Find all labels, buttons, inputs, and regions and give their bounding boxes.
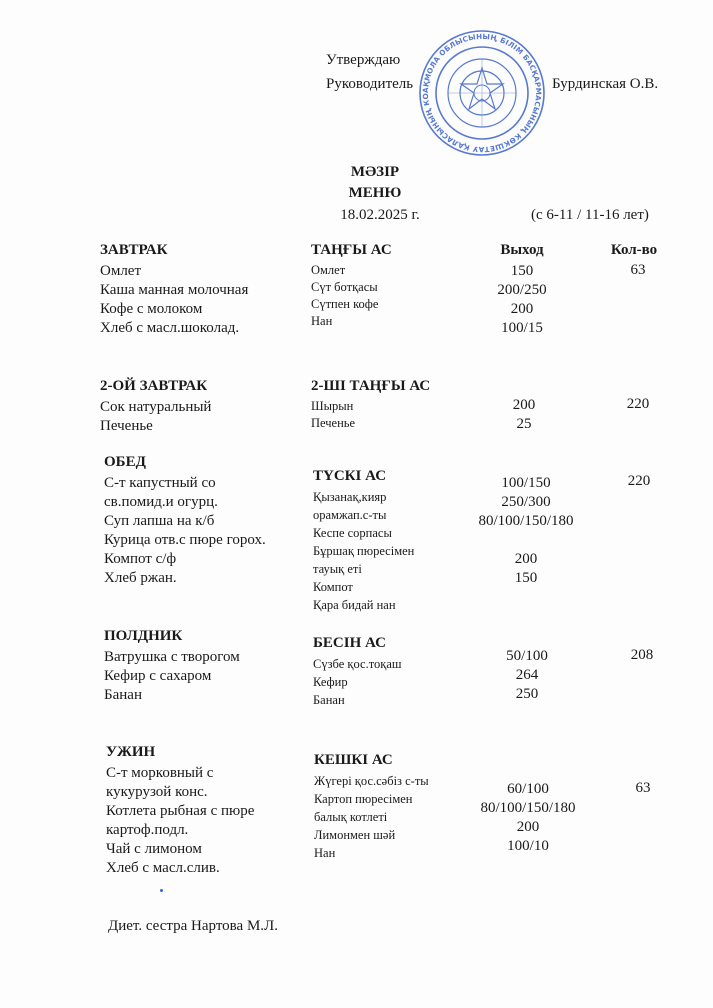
list-item: Компот (313, 580, 353, 594)
dinner-qty: 63 (635, 780, 651, 796)
list-item: Омлет (100, 263, 142, 279)
dinner-ru-title: УЖИН (106, 744, 156, 760)
output-value: 200/250 (497, 282, 547, 298)
list-item: Қызанақ,кияр (313, 490, 387, 504)
output-value: 50/100 (506, 648, 548, 664)
breakfast-outputs (497, 262, 546, 338)
list-item: орамжап.с-ты (313, 508, 387, 522)
role-label: Руководитель (326, 76, 414, 92)
list-item: Печенье (100, 418, 153, 434)
list-item: Сүтпен кофе (311, 297, 379, 311)
lunch-ru-items (104, 474, 266, 588)
snack-ru-title: ПОЛДНИК (104, 628, 183, 644)
menu-date: 18.02.2025 г. (340, 207, 420, 223)
dinner-kz-items (314, 772, 429, 862)
list-item: Кефир (313, 675, 348, 689)
list-item: картоф.подл. (106, 822, 189, 838)
list-item: тауық еті (313, 562, 362, 576)
official-seal (417, 28, 547, 158)
list-item: Каша манная молочная (100, 282, 249, 298)
lunch-qty: 220 (627, 473, 651, 489)
list-item: Сок натуральный (100, 399, 212, 415)
list-item: Хлеб ржан. (104, 570, 177, 586)
list-item: Курица отв.с пюре горох. (104, 532, 266, 548)
list-item: Қара бидай нан (313, 598, 396, 612)
dinner-kz-title: КЕШКІ АС (314, 752, 393, 768)
list-item: Лимонмен шәй (314, 828, 396, 842)
breakfast-qty: 63 (630, 262, 646, 278)
title-ru: МЕНЮ (348, 185, 402, 201)
list-item: Котлета рыбная с пюре (106, 803, 255, 819)
snack-kz-title: БЕСІН АС (313, 635, 386, 651)
list-item: Кофе с молоком (100, 301, 203, 317)
ink-dot (160, 889, 163, 892)
list-item: Кефир с сахаром (104, 668, 212, 684)
list-item: Омлет (311, 263, 346, 277)
lunch-outputs (478, 474, 573, 588)
list-item: Нан (314, 846, 336, 860)
list-item: Картоп пюресімен (314, 792, 413, 806)
title-kz: МӘЗІР (350, 164, 400, 180)
dinner-ru-items (106, 764, 254, 878)
list-item: Банан (313, 693, 345, 707)
breakfast-ru-items (100, 262, 248, 338)
col-output-header: Выход (500, 242, 544, 258)
col-qty-header: Кол-во (610, 242, 658, 258)
output-value (478, 531, 573, 550)
second-breakfast-outputs (513, 396, 536, 434)
output-value: 80/100/150/180 (478, 513, 574, 529)
second-breakfast-qty: 220 (626, 396, 650, 412)
second-breakfast-kz-title: 2-ШІ ТАҢҒЫ АС (311, 378, 431, 394)
output-value: 200 (514, 551, 538, 567)
output-value: 150 (510, 263, 534, 279)
output-value: 200 (512, 397, 536, 413)
list-item: Нан (311, 314, 333, 328)
output-value: 250/300 (501, 494, 551, 510)
list-item: Сүт ботқасы (311, 280, 378, 294)
breakfast-kz-items (311, 262, 378, 330)
breakfast-ru-title: ЗАВТРАК (100, 242, 168, 258)
breakfast-kz-title: ТАҢҒЫ АС (311, 242, 392, 258)
output-value: 250 (515, 686, 539, 702)
output-value: 200 (516, 819, 540, 835)
snack-qty: 208 (630, 647, 654, 663)
snack-ru-items (104, 648, 240, 705)
output-value: 25 (516, 416, 532, 432)
list-item: Печенье (311, 416, 356, 430)
list-item: Хлеб с масл.шоколад. (100, 320, 240, 336)
list-item: Чай с лимоном (106, 841, 202, 857)
lunch-kz-title: ТҮСКІ АС (313, 468, 387, 484)
snack-kz-items (313, 655, 402, 709)
dietitian-signature-line: Диет. сестра Нартова М.Л. (108, 918, 278, 934)
age-group: (с 6-11 / 11-16 лет) (531, 207, 649, 223)
approve-label: Утверждаю (326, 52, 401, 68)
snack-outputs (506, 647, 548, 704)
output-value: 80/100/150/180 (480, 800, 576, 816)
list-item: Ватрушка с творогом (104, 649, 240, 665)
output-value: 150 (514, 570, 538, 586)
dinner-outputs (480, 780, 575, 856)
list-item: балық котлеті (314, 810, 388, 824)
list-item: Компот с/ф (104, 551, 177, 567)
signer-name: Бурдинская О.В. (552, 76, 659, 92)
output-value: 264 (515, 667, 539, 683)
list-item: С-т морковный с (106, 765, 214, 781)
list-item: Сүзбе қос.тоқаш (313, 657, 402, 671)
output-value: 200 (510, 301, 534, 317)
list-item: Шырын (311, 399, 354, 413)
list-item: св.помид.и огурц. (104, 494, 218, 510)
output-value: 100/150 (501, 475, 551, 491)
list-item: кукурузой конс. (106, 784, 208, 800)
list-item: Жүгері қос.сәбіз с-ты (314, 774, 429, 788)
lunch-kz-items (313, 488, 414, 614)
list-item: Кеспе сорпасы (313, 526, 392, 540)
output-value: 100/10 (507, 838, 549, 854)
list-item: Бұршақ пюресімен (313, 544, 415, 558)
list-item: Хлеб с масл.слив. (106, 860, 220, 876)
output-value: 100/15 (501, 320, 543, 336)
list-item: Суп лапша на к/б (104, 513, 215, 529)
lunch-ru-title: ОБЕД (104, 454, 146, 470)
second-breakfast-ru-items (100, 398, 211, 436)
seal-ring-text: АҚМОЛА ОБЛЫСЫНЫҢ БІЛІМ БАСҚАРМАСЫНЫҢ КӨКШЕТАУ ҚАЛАСЫНЫҢ КО (420, 31, 544, 155)
list-item: С-т капустный со (104, 475, 216, 491)
list-item: Банан (104, 687, 142, 703)
second-breakfast-ru-title: 2-ОЙ ЗАВТРАК (100, 378, 208, 394)
second-breakfast-kz-items (311, 398, 355, 432)
output-value: 60/100 (507, 781, 549, 797)
